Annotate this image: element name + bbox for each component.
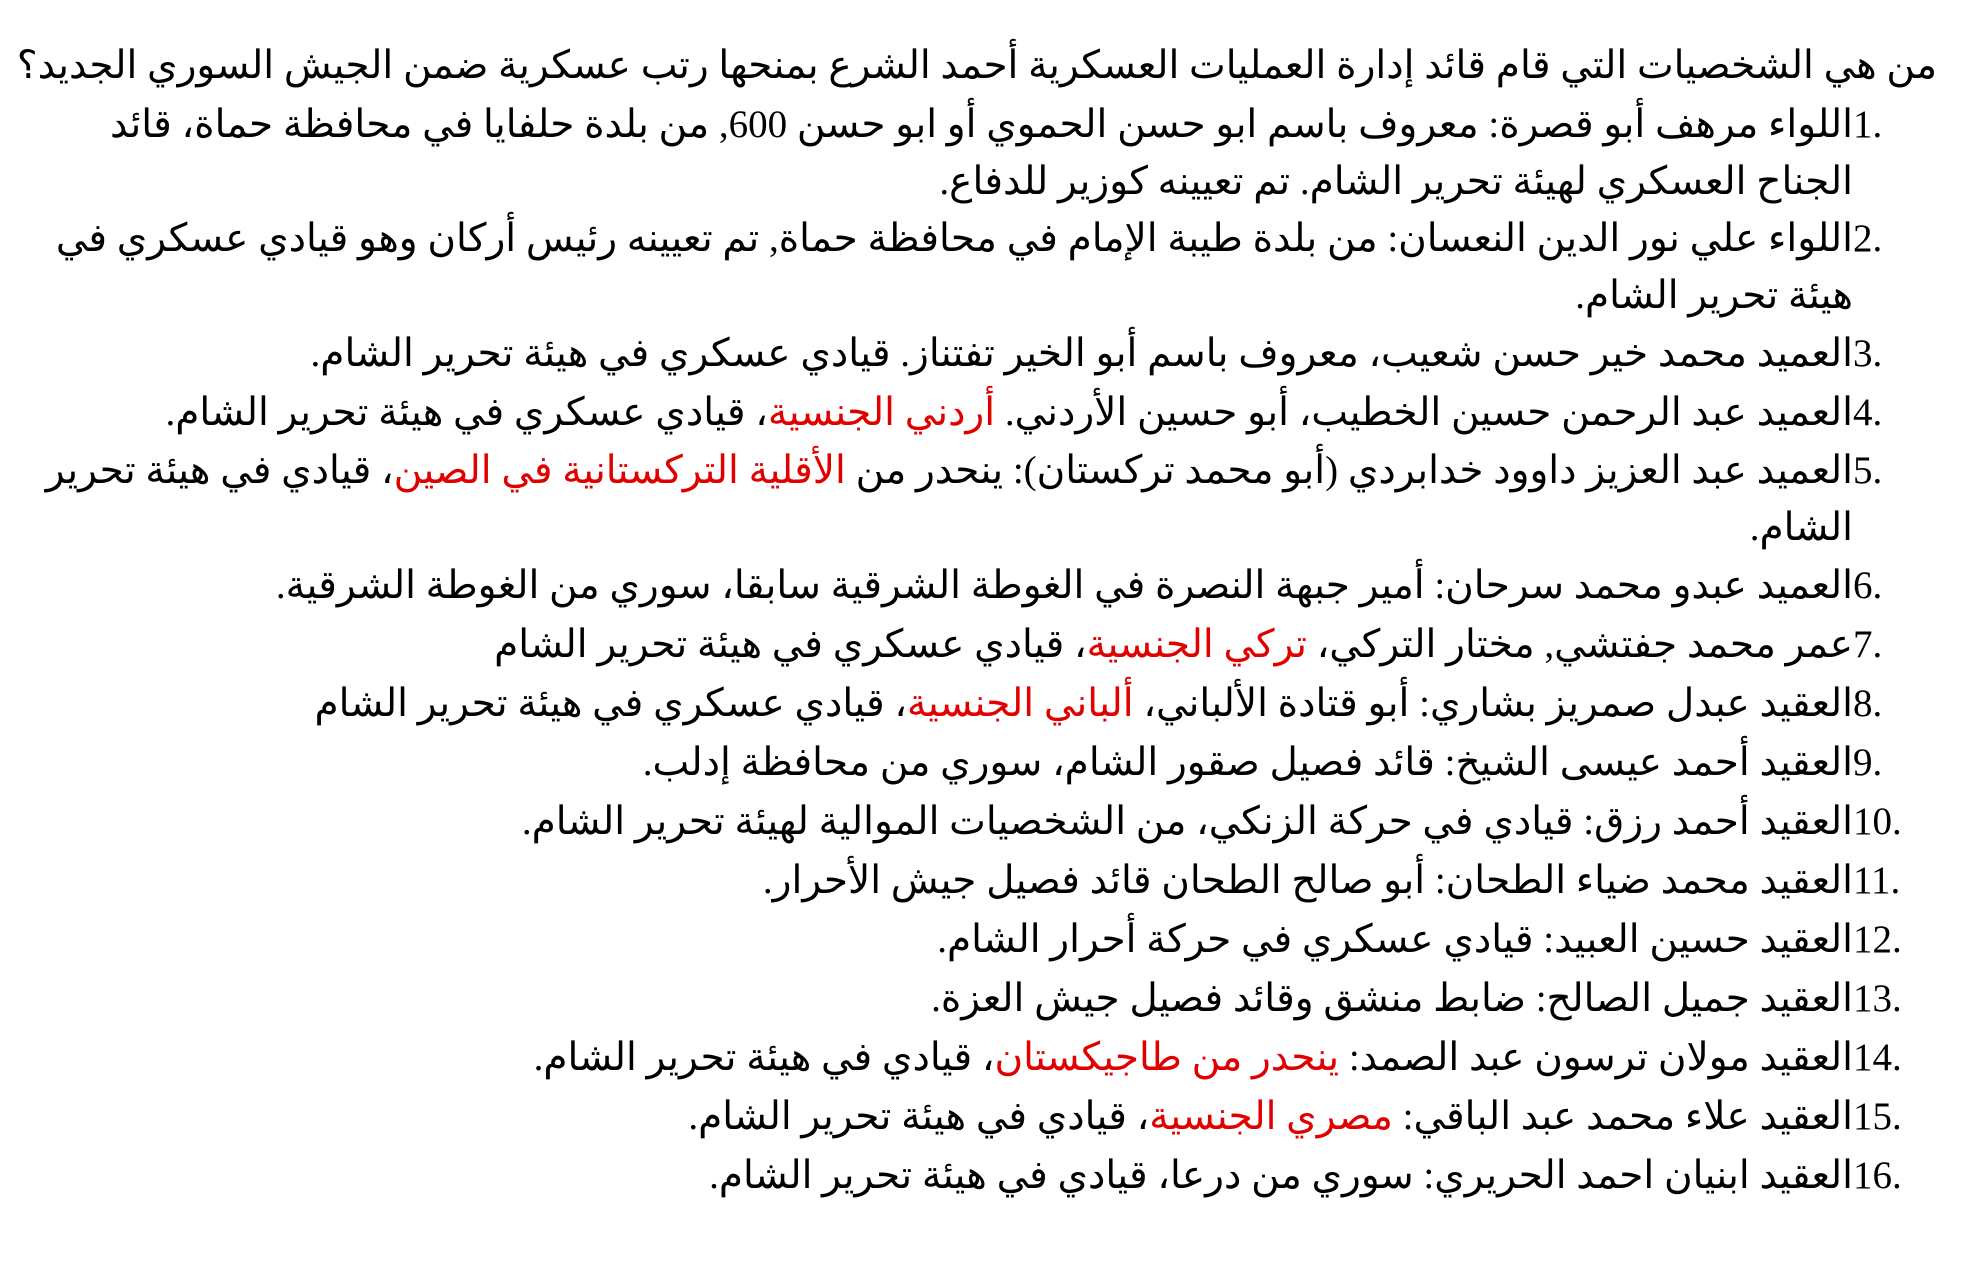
item-number: 7. bbox=[1853, 623, 1883, 666]
item-number: 16. bbox=[1853, 1154, 1902, 1197]
item-text-after: ، قيادي في هيئة تحرير الشام. bbox=[533, 1036, 995, 1079]
item-number: 11. bbox=[1853, 859, 1901, 902]
highlighted-nationality: مصري الجنسية bbox=[1149, 1095, 1393, 1138]
item-text-before: العميد عبد العزيز داوود خدابردي (أبو محمد تركستان): ينحدر من bbox=[845, 449, 1853, 492]
item-text: العميد عبدو محمد سرحان: أمير جبهة النصرة في الغوطة الشرقية سابقا، سوري من الغوطة الشرقية. bbox=[275, 564, 1853, 607]
list-item-16 bbox=[28, 1146, 1937, 1205]
item-number: 3. bbox=[1853, 332, 1883, 375]
item-text-before: العقيد عبدل صمريز بشاري: أبو قتادة الألباني، bbox=[1133, 682, 1853, 725]
item-text: العقيد محمد ضياء الطحان: أبو صالح الطحان قائد فصيل جيش الأحرار. bbox=[762, 859, 1853, 902]
list-item-8 bbox=[28, 674, 1937, 733]
item-number: 1. bbox=[1853, 103, 1883, 146]
item-number: 5. bbox=[1853, 449, 1883, 492]
list-item-5 bbox=[28, 442, 1937, 556]
item-number: 2. bbox=[1853, 217, 1883, 260]
list-item-1 bbox=[28, 96, 1937, 210]
list-item-4 bbox=[28, 383, 1937, 442]
list-item-2 bbox=[28, 210, 1937, 324]
item-text: العميد محمد خير حسن شعيب، معروف باسم أبو الخير تفتناز. قيادي عسكري في هيئة تحرير الشام. bbox=[310, 332, 1853, 375]
item-text: العقيد جميل الصالح: ضابط منشق وقائد فصيل جيش العزة. bbox=[931, 977, 1853, 1020]
item-text: العقيد أحمد عيسى الشيخ: قائد فصيل صقور الشام، سوري من محافظة إدلب. bbox=[642, 741, 1853, 784]
item-number: 12. bbox=[1853, 918, 1902, 961]
list-item-14 bbox=[28, 1028, 1937, 1087]
item-text: اللواء مرهف أبو قصرة: معروف باسم ابو حسن الحموي أو ابو حسن 600, من بلدة حلفايا في محافظة حماة، قائد الجناح العسكري لهيئة تحرير الشام. تم تعيينه كوزير للدفاع. bbox=[109, 103, 1853, 203]
highlighted-origin: ينحدر من طاجيكستان bbox=[994, 1036, 1340, 1079]
list-item-13 bbox=[28, 969, 1937, 1028]
list-item-3 bbox=[28, 324, 1937, 383]
item-number: 6. bbox=[1853, 564, 1883, 607]
officers-list bbox=[28, 96, 1937, 1205]
item-text: اللواء علي نور الدين النعسان: من بلدة طيبة الإمام في محافظة حماة, تم تعيينه رئيس أركان وهو قيادي عسكري في هيئة تحرير الشام. bbox=[55, 217, 1853, 317]
document-title: من هي الشخصيات التي قام قائد إدارة العمليات العسكرية أحمد الشرع بمنحها رتب عسكرية ضمن الجيش السوري الجديد؟ bbox=[16, 44, 1937, 87]
list-item-10 bbox=[28, 792, 1937, 851]
highlighted-nationality: ألباني الجنسية bbox=[907, 682, 1134, 725]
item-number: 15. bbox=[1853, 1095, 1902, 1138]
item-text-after: ، قيادي عسكري في هيئة تحرير الشام bbox=[314, 682, 907, 725]
list-item-12 bbox=[28, 910, 1937, 969]
item-text: العقيد أحمد رزق: قيادي في حركة الزنكي، من الشخصيات الموالية لهيئة تحرير الشام. bbox=[521, 800, 1853, 843]
highlighted-nationality: أردني الجنسية bbox=[767, 391, 996, 434]
list-item-7 bbox=[28, 615, 1937, 674]
item-text-after: ، قيادي عسكري في هيئة تحرير الشام bbox=[494, 623, 1087, 666]
item-text-before: عمر محمد جفتشي, مختار التركي، bbox=[1306, 623, 1853, 666]
item-text-before: العقيد مولان ترسون عبد الصمد: bbox=[1339, 1036, 1853, 1079]
item-number: 4. bbox=[1853, 391, 1883, 434]
item-text-after: ، قيادي عسكري في هيئة تحرير الشام. bbox=[165, 391, 768, 434]
list-item-9 bbox=[28, 733, 1937, 792]
list-item-15 bbox=[28, 1087, 1937, 1146]
item-text-after: ، قيادي في هيئة تحرير الشام. bbox=[45, 449, 1853, 549]
item-number: 10. bbox=[1853, 800, 1902, 843]
highlighted-origin: الأقلية التركستانية في الصين bbox=[393, 449, 846, 492]
item-text: العقيد ابنيان احمد الحريري: سوري من درعا، قيادي في هيئة تحرير الشام. bbox=[709, 1154, 1853, 1197]
item-text-after: ، قيادي في هيئة تحرير الشام. bbox=[688, 1095, 1150, 1138]
list-item-11 bbox=[28, 851, 1937, 910]
item-text: العقيد حسين العبيد: قيادي عسكري في حركة أحرار الشام. bbox=[937, 918, 1853, 961]
item-text-before: العقيد علاء محمد عبد الباقي: bbox=[1392, 1095, 1853, 1138]
item-number: 13. bbox=[1853, 977, 1902, 1020]
item-number: 14. bbox=[1853, 1036, 1902, 1079]
item-text-before: العميد عبد الرحمن حسين الخطيب، أبو حسين الأردني. bbox=[995, 391, 1853, 434]
list-item-6 bbox=[28, 556, 1937, 615]
highlighted-nationality: تركي الجنسية bbox=[1086, 623, 1307, 666]
item-number: 8. bbox=[1853, 682, 1883, 725]
item-number: 9. bbox=[1853, 741, 1883, 784]
